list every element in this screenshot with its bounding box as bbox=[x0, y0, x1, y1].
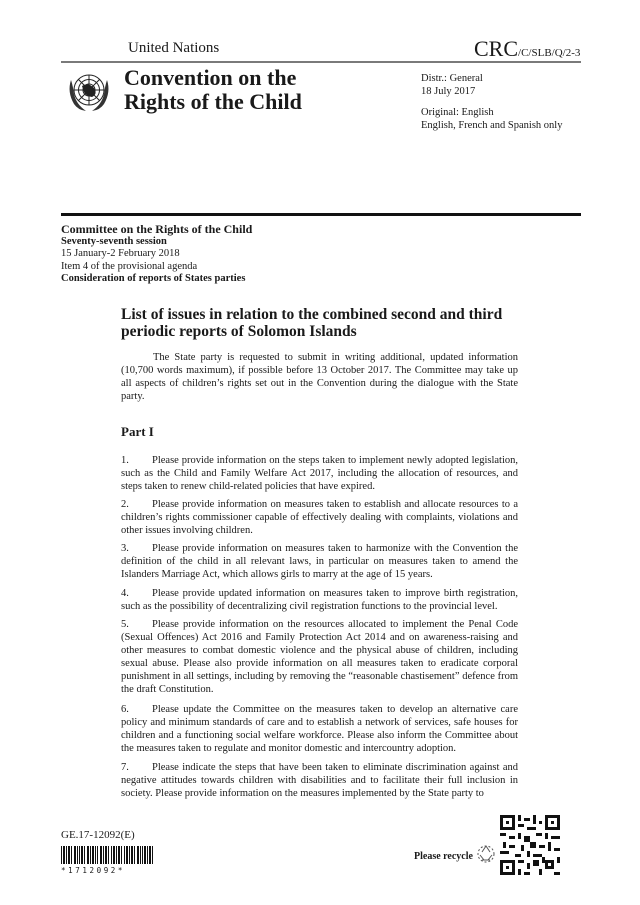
recycle-label: Please recycle bbox=[414, 851, 473, 862]
committee-block bbox=[61, 222, 252, 285]
organization-label: United Nations bbox=[128, 40, 220, 56]
barcode-icon bbox=[61, 846, 153, 864]
job-number: GE.17-12092(E) bbox=[61, 829, 135, 841]
session-dates: 15 January-2 February 2018 bbox=[61, 248, 180, 260]
qr-code-icon bbox=[500, 815, 560, 875]
part-heading: Part I bbox=[121, 424, 154, 439]
document-heading: List of issues in relation to the combined second and third periodic reports of Solomon Islands bbox=[121, 306, 503, 340]
paragraph-number: 5. bbox=[121, 619, 129, 630]
paragraph-text: Please provide updated information on measures taken to improve birth registration, such as the possibility of decentralizing civil registration functions to the provincial level. bbox=[121, 588, 518, 613]
paragraph-number: 6. bbox=[121, 704, 129, 715]
paragraph-text: Please provide information on the resources allocated to implement the Penal Code (Sexual Offences) Act 2016 and Family Protection Act 2014 and on awareness-raising and other measures to combat domestic violence and the physical abuse of children, including sexual abuse. Please also provide information on all measures taken to eradicate corporal punishment in all settings, including by removing the “reasonable chastisement” defence from the draft Constitution. bbox=[121, 619, 518, 696]
recycle-icon bbox=[476, 843, 496, 863]
available-languages: English, French and Spanish only bbox=[421, 120, 563, 131]
agenda-title: Consideration of reports of States parties bbox=[61, 272, 246, 284]
paragraph-2 bbox=[121, 498, 518, 537]
symbol-main: CRC bbox=[474, 36, 519, 61]
paragraph-text: Please provide information on measures taken to harmonize with the Convention the definition of the child in all relevant laws, in particular on measures taken to amend the Islanders Marriage Act, which allows girls to marry at the age of 15 years. bbox=[121, 543, 518, 581]
paragraph-1 bbox=[121, 454, 518, 493]
committee-name: Committee on the Rights of the Child bbox=[61, 222, 253, 236]
section-rule bbox=[61, 213, 581, 216]
paragraph-number: 4. bbox=[121, 588, 129, 599]
document-symbol bbox=[474, 36, 580, 62]
intro-paragraph: The State party is requested to submit in writing additional, updated information (10,700 words maximum), if possible before 13 October 2017. The Committee may take up all aspects of children’s rights set out in the Convention during the dialogue with the State party. bbox=[121, 352, 518, 402]
distribution-block bbox=[421, 72, 562, 132]
barcode-number: *1712092* bbox=[61, 866, 126, 875]
paragraph-number: 2. bbox=[121, 499, 129, 510]
paragraph-number: 3. bbox=[121, 543, 129, 554]
convention-title bbox=[124, 66, 302, 114]
paragraph-6 bbox=[121, 703, 518, 755]
un-emblem-icon bbox=[64, 66, 114, 116]
agenda-item: Item 4 of the provisional agenda bbox=[61, 260, 198, 272]
paragraph-number: 7. bbox=[121, 762, 129, 773]
document-date: 18 July 2017 bbox=[421, 86, 476, 97]
original-language: Original: English bbox=[421, 107, 494, 118]
paragraph-4 bbox=[121, 587, 518, 613]
paragraph-number: 1. bbox=[121, 455, 129, 466]
paragraph-text: Please provide information on the steps taken to implement newly adopted legislation, such as the Child and Family Welfare Act 2017, including the allocation of resources, and steps taken to renew child-related policies that have expired. bbox=[121, 455, 518, 493]
header-rule bbox=[61, 61, 581, 63]
title-line-1: Convention on the bbox=[124, 65, 297, 90]
session-label: Seventy-seventh session bbox=[61, 236, 167, 247]
symbol-suffix: /C/SLB/Q/2-3 bbox=[518, 47, 581, 59]
distribution-status: Distr.: General bbox=[421, 73, 483, 84]
paragraph-5 bbox=[121, 618, 518, 697]
paragraph-text: Please indicate the steps that have been taken to eliminate discrimination against and negative attitudes towards children with disabilities and to facilitate their full inclusion in society. Please provide information on the measures implemented by the State party to bbox=[121, 762, 518, 800]
paragraph-3 bbox=[121, 542, 518, 581]
paragraph-text: Please update the Committee on the measures taken to develop an alternative care policy and minimum standards of care and to establish a network of services, safe houses for children and a functioning social welfare workforce. Please also inform the Committee about the measures taken to regulate and monitor domestic and intercountry adoption. bbox=[121, 704, 518, 755]
paragraph-text: Please provide information on measures taken to establish and allocate resources to a children’s rights commissioner capable of effectively dealing with complaints, violations and other issues involving children. bbox=[121, 499, 518, 537]
paragraph-7 bbox=[121, 761, 518, 800]
title-line-2: Rights of the Child bbox=[124, 89, 302, 114]
